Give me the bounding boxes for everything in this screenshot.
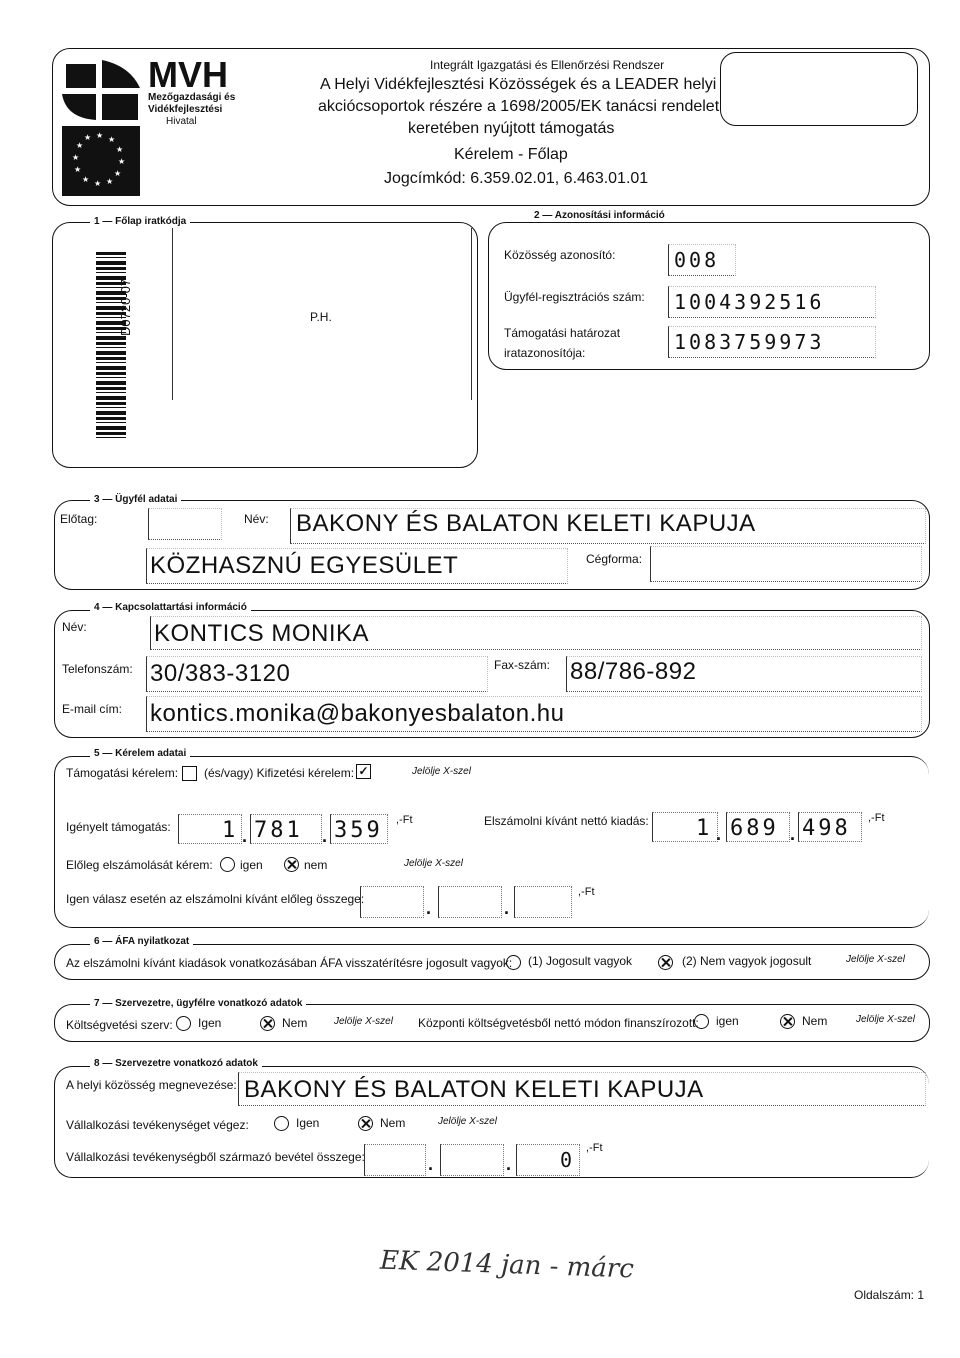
ft-suffix: ,-Ft (868, 812, 885, 824)
logo-abbr: MVH (148, 54, 228, 95)
advance-amount-box1[interactable] (360, 886, 424, 918)
client-name-line1: BAKONY ÉS BALATON KELETI KAPUJA (296, 510, 756, 537)
advance-no-label: nem (304, 858, 328, 872)
requested-amount-d2: 781 (254, 818, 303, 843)
central-budget-label: Központi költségvetésből nettó módon finanszírozott: (418, 1016, 699, 1030)
net-amount-d1: 1 (696, 816, 713, 841)
advance-yes-radio[interactable] (220, 857, 235, 872)
svg-text:★: ★ (108, 135, 116, 144)
section-5-legend: 5 — Kérelem adatai (90, 748, 190, 759)
section-8-legend: 8 — Szervezetre vonatkozó adatok (90, 1058, 262, 1069)
mark-x-hint-4: Jelölje X-szel (334, 1016, 393, 1027)
vat-entitled-radio[interactable] (506, 955, 521, 970)
thousand-sep: . (426, 898, 432, 918)
business-income-label: Vállalkozási tevékenységből származó bevétel összege: (66, 1150, 365, 1164)
ft-suffix: ,-Ft (586, 1142, 603, 1154)
system-name: Integrált Igazgatási és Ellenőrzési Rendszer (430, 58, 665, 72)
svg-text:★: ★ (116, 145, 124, 154)
budget-org-yes-label: Igen (198, 1016, 222, 1030)
ft-suffix: ,-Ft (396, 814, 413, 826)
prefix-field[interactable] (148, 508, 222, 540)
contact-name: KONTICS MONIKA (154, 620, 370, 647)
mark-x-hint-6: Jelölje X-szel (438, 1116, 497, 1127)
budget-org-label: Költségvetési szerv: (66, 1018, 173, 1032)
income-amount-box2[interactable] (440, 1144, 504, 1176)
corner-stamp-box (720, 52, 918, 126)
business-no-label: Nem (380, 1116, 406, 1130)
email-label: E-mail cím: (62, 702, 122, 716)
thousand-sep: . (506, 1154, 512, 1174)
svg-text:★: ★ (94, 179, 102, 188)
vat-not-entitled-label: (2) Nem vagyok jogosult (682, 954, 812, 968)
support-request-label: Támogatási kérelem: (66, 766, 179, 780)
section-3-legend: 3 — Ügyfél adatai (90, 494, 181, 505)
community-id-value: 008 (674, 248, 720, 272)
net-amount-d3: 498 (802, 816, 851, 841)
income-amount-box1[interactable] (364, 1144, 426, 1176)
title-line1: A Helyi Vidékfejlesztési Közösségek és a LEADER helyi (320, 76, 717, 93)
svg-text:★: ★ (84, 133, 92, 142)
community-name: BAKONY ÉS BALATON KELETI KAPUJA (244, 1076, 704, 1103)
decision-id-label2: iratazonosítója: (504, 346, 586, 360)
business-yes-label: Igen (296, 1116, 320, 1130)
advance-label: Előleg elszámolását kérem: (66, 858, 213, 872)
logo-sub3: Hivatal (166, 116, 197, 127)
section-1-legend: 1 — Főlap iratkódja (90, 216, 190, 227)
svg-text:★: ★ (74, 165, 82, 174)
budget-org-no-label: Nem (282, 1016, 308, 1030)
budget-org-no-radio[interactable] (260, 1016, 275, 1031)
thousand-sep: . (716, 824, 722, 844)
mark-x-hint-1: Jelölje X-szel (412, 766, 471, 777)
community-id-label: Közösség azonosító: (504, 248, 616, 262)
thousand-sep: . (428, 1154, 434, 1174)
net-expense-label: Elszámolni kívánt nettó kiadás: (484, 814, 649, 828)
section-7-legend: 7 — Szervezetre, ügyfélre vonatkozó adatok (90, 998, 306, 1009)
payment-request-checkbox[interactable]: ✓ (356, 764, 371, 779)
client-name-line2: KÖZHASZNÚ EGYESÜLET (150, 552, 459, 579)
income-value: 0 (560, 1148, 576, 1172)
client-name-label: Név: (244, 512, 269, 526)
section-2-legend: 2 — Azonosítási információ (530, 210, 669, 221)
mark-x-hint-2: Jelölje X-szel (404, 858, 463, 869)
advance-amount-box2[interactable] (438, 886, 502, 918)
page-number: Oldalszám: 1 (854, 1288, 925, 1302)
section-6-legend: 6 — ÁFA nyilatkozat (90, 936, 193, 947)
advance-amount-label: Igen válasz esetén az elszámolni kívánt előleg összege: (66, 892, 365, 906)
thousand-sep: . (504, 898, 510, 918)
business-no-radio[interactable] (358, 1116, 373, 1131)
section-4-legend: 4 — Kapcsolattartási információ (90, 602, 251, 613)
svg-text:★: ★ (82, 175, 90, 184)
requested-support-label: Igényelt támogatás: (66, 820, 171, 834)
central-budget-yes-radio[interactable] (694, 1014, 709, 1029)
advance-no-radio[interactable] (284, 857, 299, 872)
fax-label: Fax-szám: (494, 658, 551, 672)
company-form-field[interactable] (650, 546, 922, 582)
prefix-label: Előtag: (60, 512, 98, 526)
community-name-label: A helyi közösség megnevezése: (66, 1078, 237, 1092)
advance-amount-box3[interactable] (514, 886, 572, 918)
advance-yes-label: igen (240, 858, 263, 872)
central-budget-no-radio[interactable] (780, 1014, 795, 1029)
contact-name-label: Név: (62, 620, 87, 634)
vat-not-entitled-radio[interactable] (658, 955, 673, 970)
svg-text:★: ★ (72, 153, 80, 162)
svg-text:★: ★ (118, 157, 126, 166)
stamp-label: P.H. (310, 310, 332, 324)
logo-sub2: Vidékfejlesztési (148, 104, 223, 115)
company-form-label: Cégforma: (586, 552, 643, 566)
payment-request-label: (és/vagy) Kifizetési kérelem: (204, 766, 355, 780)
mark-x-hint-3: Jelölje X-szel (846, 954, 905, 965)
client-reg-value: 1004392516 (674, 290, 825, 314)
business-activity-label: Vállalkozási tevékenységet végez: (66, 1118, 249, 1132)
eu-logo (60, 58, 142, 200)
thousand-sep: . (242, 826, 248, 846)
svg-text:★: ★ (76, 141, 84, 150)
title-line3: keretében nyújtott támogatás (408, 120, 615, 137)
title-line4: Kérelem - Főlap (454, 146, 568, 163)
phone-value: 30/383-3120 (150, 660, 291, 687)
email-value: kontics.monika@bakonyesbalaton.hu (150, 700, 565, 727)
svg-text:★: ★ (106, 177, 114, 186)
title-line2: akciócsoportok részére a 1698/2005/EK tanácsi rendelet (318, 98, 720, 115)
phone-label: Telefonszám: (62, 662, 133, 676)
mark-x-hint-5: Jelölje X-szel (856, 1014, 915, 1025)
central-budget-yes-label: igen (716, 1014, 739, 1028)
net-amount-d2: 689 (730, 816, 779, 841)
logo-sub1: Mezőgazdasági és (148, 92, 236, 103)
svg-text:★: ★ (114, 169, 122, 178)
decision-id-value: 1083759973 (674, 330, 825, 354)
thousand-sep: . (322, 826, 328, 846)
requested-amount-d3: 359 (334, 818, 383, 843)
central-budget-no-label: Nem (802, 1014, 828, 1028)
vat-entitled-label: (1) Jogosult vagyok (528, 954, 633, 968)
ft-suffix: ,-Ft (578, 886, 595, 898)
requested-amount-d1: 1 (222, 818, 239, 843)
vat-question: Az elszámolni kívánt kiadások vonatkozásában ÁFA visszatérítésre jogosult vagyok: (66, 956, 513, 970)
budget-org-yes-radio[interactable] (176, 1016, 191, 1031)
barcode-text: D0720-07 (118, 278, 133, 336)
svg-text:★: ★ (96, 131, 104, 140)
business-yes-radio[interactable] (274, 1116, 289, 1131)
jogcimkod: Jogcímkód: 6.359.02.01, 6.463.01.01 (384, 170, 649, 187)
thousand-sep: . (790, 824, 796, 844)
support-request-checkbox[interactable] (182, 766, 197, 781)
handwritten-note: EK 2014 jan - márc (379, 1245, 635, 1285)
client-reg-label: Ügyfél-regisztrációs szám: (504, 290, 645, 304)
decision-id-label1: Támogatási határozat (504, 326, 621, 340)
fax-value: 88/786-892 (570, 658, 697, 685)
